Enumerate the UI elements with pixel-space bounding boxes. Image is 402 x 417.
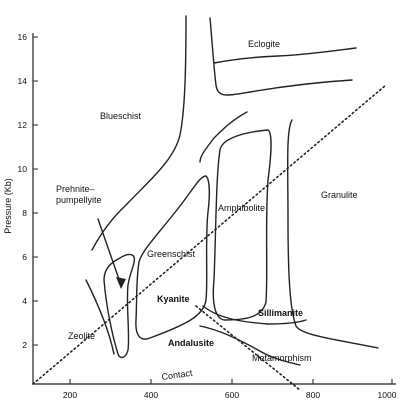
- y-tick-label-2: 2: [22, 340, 27, 350]
- arrow-shaft: [98, 219, 121, 285]
- eclogite-boundary-upper: [214, 48, 356, 63]
- y-tick-label-4: 4: [22, 296, 27, 306]
- label-greenschist: Greenschist: [147, 249, 196, 259]
- y-ticks: [33, 37, 38, 345]
- label-blueschist: Blueschist: [100, 111, 142, 121]
- arrow-head: [116, 277, 126, 289]
- label-prehnite-line1: Prehnite–: [56, 184, 95, 194]
- label-andalusite: Andalusite: [168, 338, 215, 348]
- label-prehnite-line2: pumpellyite: [56, 195, 102, 205]
- x-tick-label-800: 800: [305, 390, 321, 400]
- x-tick-label-200: 200: [62, 390, 78, 400]
- y-tick-labels: [18, 32, 28, 350]
- label-contact: Contact: [160, 367, 194, 382]
- prehnite-pumpellyite-field: [104, 254, 134, 357]
- x-tick-labels: [63, 390, 397, 400]
- y-axis-title: Pressure (Kb): [3, 178, 13, 234]
- y-tick-label-8: 8: [22, 208, 27, 218]
- x-ticks: [70, 379, 392, 384]
- y-tick-label-10: 10: [17, 164, 27, 174]
- prehnite-arrow: [98, 219, 126, 289]
- label-metamorphism: Metamorphism: [252, 353, 312, 363]
- label-granulite: Granulite: [321, 190, 358, 200]
- blueschist-boundary: [92, 16, 186, 250]
- y-tick-label-6: 6: [22, 252, 27, 262]
- contact-gradient-line: [196, 306, 300, 390]
- label-zeolite: Zeolite: [68, 331, 96, 341]
- zeolite-boundary: [86, 280, 114, 354]
- label-kyanite: Kyanite: [157, 294, 190, 304]
- y-tick-label-16: 16: [17, 32, 27, 42]
- x-tick-label-1000: 1000: [377, 390, 397, 400]
- mineral-labels: [157, 294, 303, 348]
- x-tick-label-600: 600: [224, 390, 240, 400]
- greenschist-outer-boundary: [200, 112, 247, 162]
- y-tick-label-12: 12: [17, 120, 27, 130]
- y-tick-label-14: 14: [17, 76, 27, 86]
- amphibolite-field: [213, 130, 271, 320]
- region-labels: [56, 39, 358, 382]
- label-sillimanite: Sillimanite: [258, 308, 304, 318]
- label-amphibolite: Amphibolite: [218, 203, 266, 213]
- x-tick-label-400: 400: [143, 390, 159, 400]
- label-eclogite: Eclogite: [248, 39, 281, 49]
